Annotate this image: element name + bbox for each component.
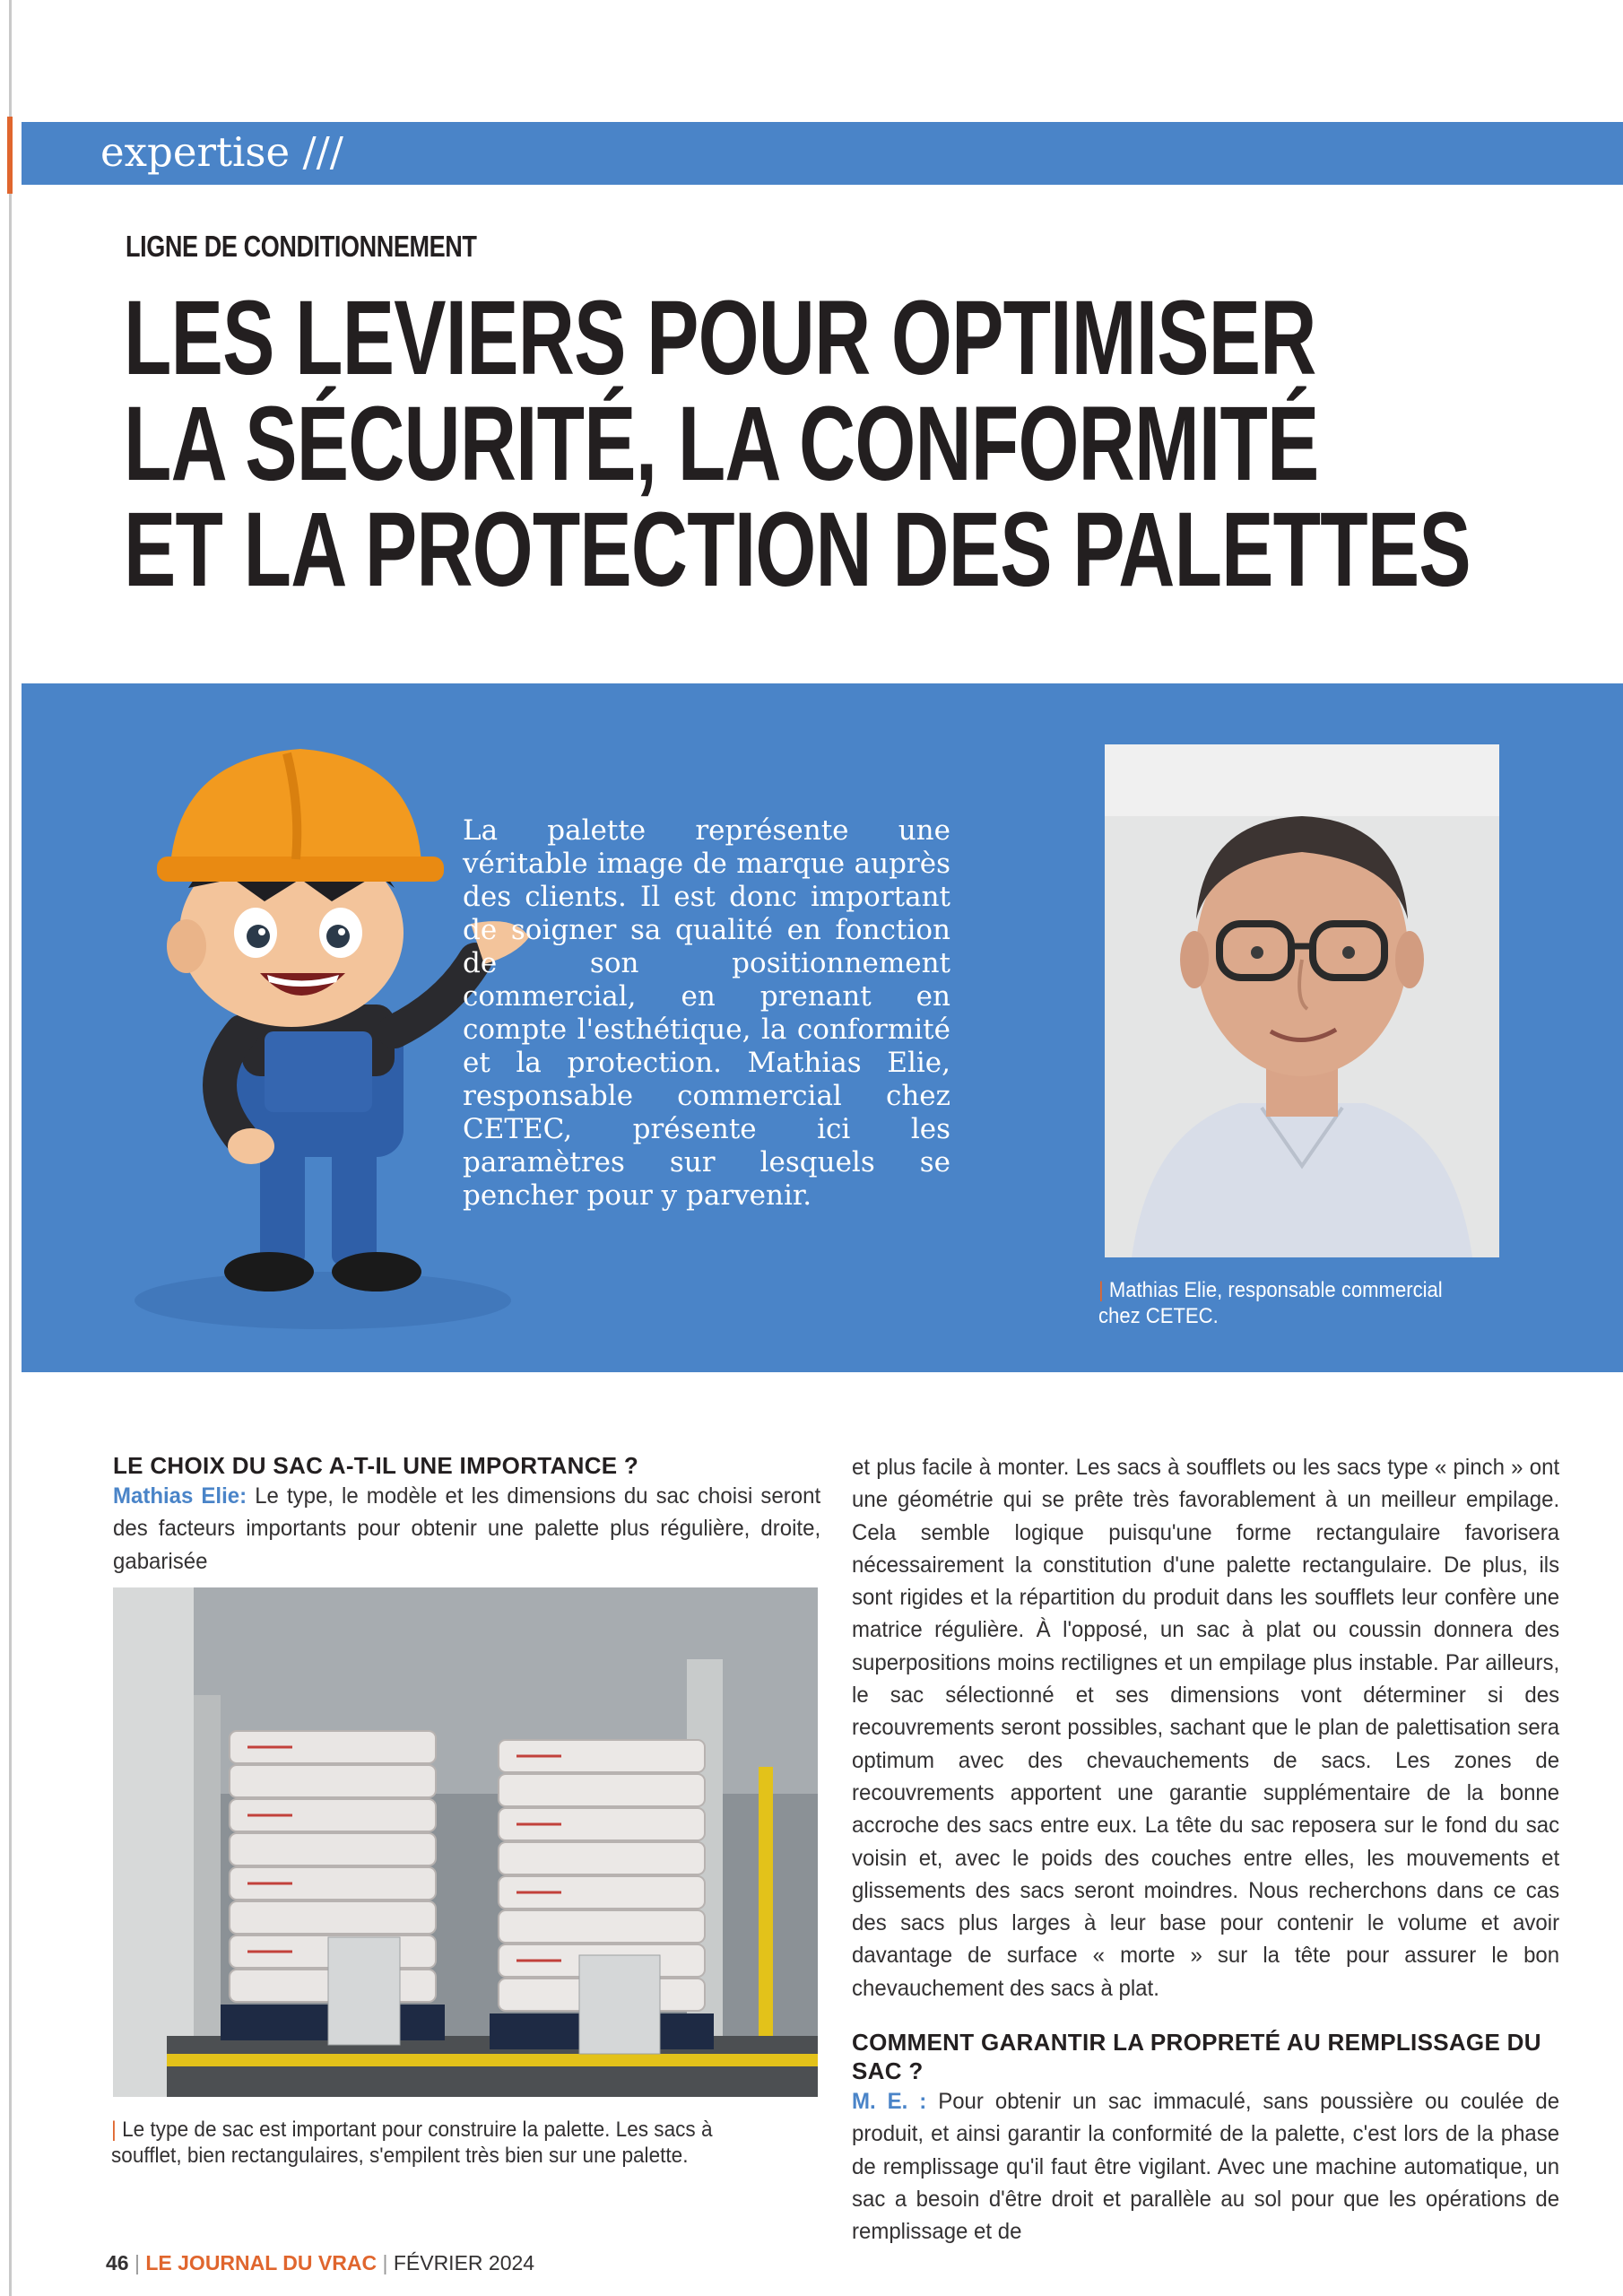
page-footer [106, 2251, 534, 2275]
portrait-caption [1098, 1277, 1486, 1329]
column-right [852, 1451, 1560, 2248]
section1-speaker: Mathias Elie: [113, 1483, 247, 1509]
headline-line-3: ET LA PROTECTION DES PALETTES [124, 491, 1471, 609]
page-edge-marker [7, 117, 13, 194]
section1-text-left [113, 1480, 820, 1578]
section1-text-left-body: Le type, le modèle et les dimensions du sac choisi seront des facteurs importants pour obtenir une palette plus régulière, droite, gabarisée [113, 1483, 821, 1574]
publication-name [145, 2251, 377, 2274]
portrait-caption-text: Mathias Elie, responsable commercial chez CETEC. [1098, 1278, 1443, 1328]
section2-text [852, 2085, 1559, 2248]
section1-question: LE CHOIX DU SAC A-T-IL UNE IMPORTANCE ? [113, 1452, 639, 1479]
section2-question: COMMENT GARANTIR LA PROPRETÉ AU REMPLISSAGE DU SAC ? [852, 2029, 1541, 2085]
caption-marker: | [1098, 1278, 1109, 1302]
publication-name-part2: VRAC [317, 2251, 378, 2274]
footer-separator: | [134, 2251, 146, 2274]
page-edge-line [9, 0, 12, 2296]
article-chapeau: La palette représente une véritable image de marque auprès des clients. Il est donc important de soigner sa qualité en fonction de son positionnement commercial, en prenant en compte l'esthétique, la conformité et la protection. Mathias Elie, responsable commercial chez CETEC, présente ici les paramètres sur lesquels se pencher pour y parvenir. [463, 814, 950, 1212]
publication-name-part1: LE JOURNAL DU [145, 2251, 318, 2274]
headline-line-2: LA SÉCURITÉ, LA CONFORMITÉ [124, 385, 1319, 503]
photo-caption-text: Le type de sac est important pour construire la palette. Les sacs à soufflet, bien rectangulaires, s'empilent très bien sur une palette. [111, 2118, 713, 2168]
caption-marker: | [111, 2118, 123, 2142]
portrait-photo [1105, 744, 1499, 1257]
headline-line-1: LES LEVIERS POUR OPTIMISER [124, 279, 1316, 397]
bag-pallet-photo [113, 1587, 818, 2097]
photo-caption [111, 2117, 785, 2169]
rubric-label: expertise /// [100, 128, 343, 176]
section2-text-body: Pour obtenir un sac immaculé, sans poussière ou coulée de produit, et ainsi garantir la conformité de la palette, c'est lors de la phase de remplissage qu'il faut être vigilant. Avec une machine automatique, un sac a besoin d'être droit et parallèle au sol pour que les opérations de remplissage et de [852, 2089, 1560, 2245]
column-left [113, 1451, 821, 1578]
footer-separator: | [382, 2251, 394, 2274]
issue-date: FÉVRIER 2024 [393, 2251, 535, 2274]
article-kicker: LIGNE DE CONDITIONNEMENT [126, 230, 477, 263]
page-number: 46 [106, 2251, 129, 2274]
section2-speaker: M. E. : [852, 2089, 927, 2115]
section1-text-right: et plus facile à monter. Les sacs à soufflets ou les sacs type « pinch » ont une géométrie qui se prête très favorablement à un meilleur empilage. Cela semble logique puisqu'une forme rectangulaire favorisera nécessairement la constitution d'une palette rectangulaire. De plus, ils sont rigides et la répartition du produit dans les soufflets leur confère une matrice régulière. À l'opposé, un sac à plat ou coussin donnera des superpositions moins rectilignes et un empilage plus instable. Par ailleurs, le sac sélectionné et ses dimensions vont déterminer si des recouvrements seront possibles, sachant que le plan de palettisation sera optimum avec des chevauchements de sacs. Les zones de recouvrements apportent une garantie supplémentaire de la bonne accroche des sacs entre eux. La tête du sac reposera sur le fond du sac voisin et, avec le poids des couches entre elles, les mouvements et glissements des sacs seront moindres. Nous recherchons dans ce cas des sacs plus larges à leur base pour contenir le volume et avoir davantage de surface « morte » sur la tête pour assurer le bon chevauchement des sacs à plat. [852, 1455, 1560, 2001]
article-headline [124, 279, 1471, 609]
